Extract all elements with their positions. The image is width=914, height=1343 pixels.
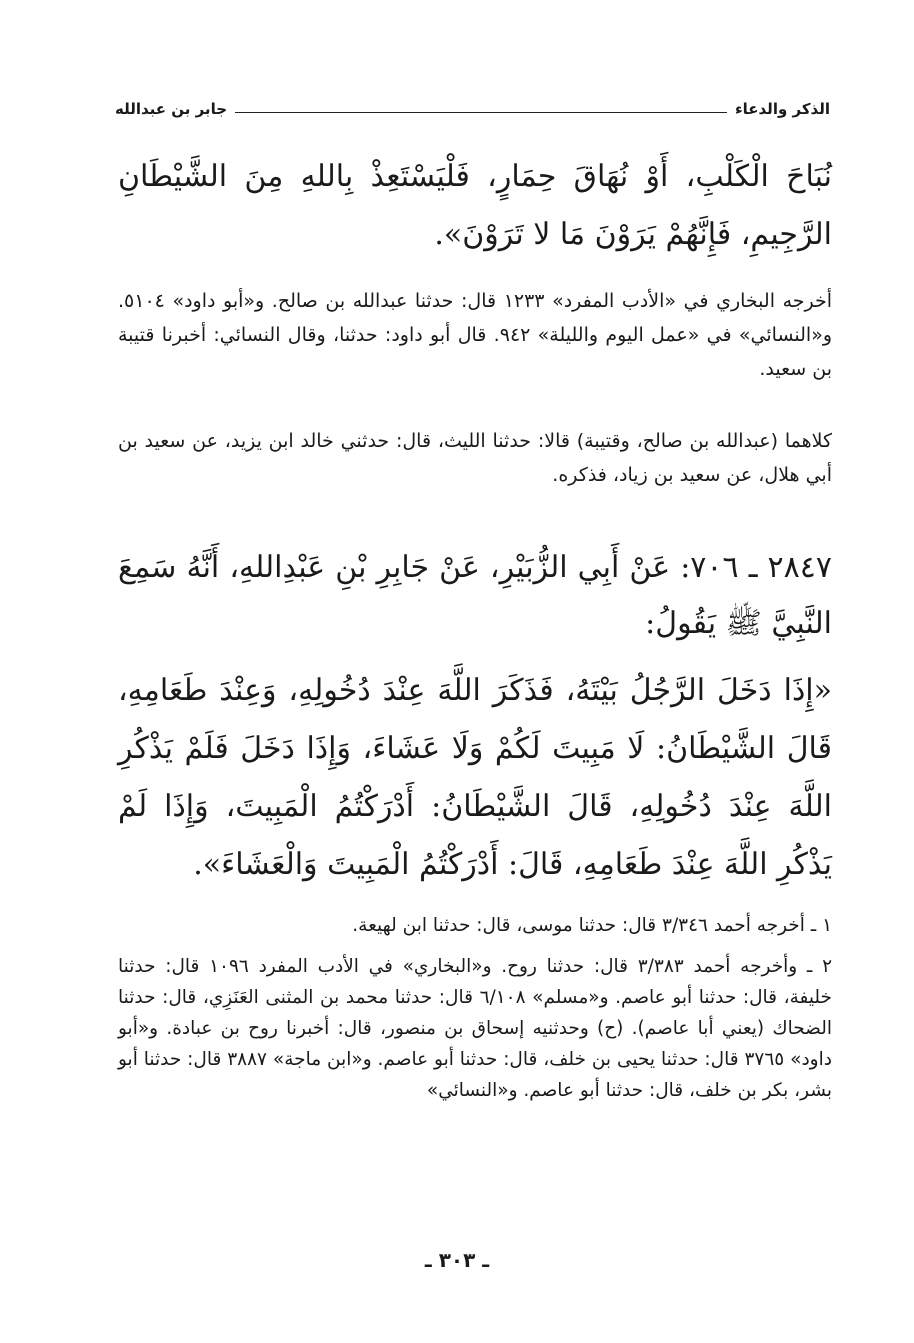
- takhrij-paragraph-2: كلاهما (عبدالله بن صالح، وقتيبة) قالا: حدثنا الليث، قال: حدثني خالد ابن يزيد، عن سعيد بن أبي هلال، عن سعيد بن زياد، فذكره.: [118, 430, 832, 486]
- running-header: [115, 88, 830, 118]
- hadith-number: ٢٨٤٧ ـ ٧٠٦:: [680, 550, 832, 585]
- hadith-continuation: نُبَاحَ الْكَلْبِ، أَوْ نُهَاقَ حِمَارٍ، فَلْيَسْتَعِذْ بِاللهِ مِنَ الشَّيْطَانِ الرَّجِيمِ، فَإِنَّهُمْ يَرَوْنَ مَا لا تَرَوْنَ».: [118, 159, 832, 252]
- hadith-text: «إِذَا دَخَلَ الرَّجُلُ بَيْتَهُ، فَذَكَرَ اللَّهَ عِنْدَ دُخُولِهِ، وَعِنْدَ طَعَامِهِ، قَالَ الشَّيْطَانُ: لَا مَبِيتَ لَكُمْ وَلَا عَشَاءَ، وَإِذَا دَخَلَ فَلَمْ يَذْكُرِ اللَّهَ عِنْدَ دُخُولِهِ، قَالَ الشَّيْطَانُ: أَدْرَكْتُمُ الْمَبِيتَ، وَإِذَا لَمْ يَذْكُرِ اللَّهَ عِنْدَ طَعَامِهِ، قَالَ: أَدْرَكْتُمُ الْمَبِيتَ وَالْعَشَاءَ».: [118, 673, 832, 882]
- page-number: ـ ٣٠٣ ـ: [424, 1248, 490, 1272]
- footnotes: [118, 910, 832, 1116]
- footnote-item: ٢ ـ وأخرجه أحمد ٣/٣٨٣ قال: حدثنا روح. و«البخاري» في الأدب المفرد ١٠٩٦ قال: حدثنا خليفة، قال: حدثنا أبو عاصم. و«مسلم» ٦/١٠٨ قال: حدثنا محمد بن المثنى العَنَزِي، قال: حدثنا الضحاك (يعني أبا عاصم). (ح) وحدثنيه إسحاق بن منصور، قال: أخبرنا روح بن عبادة. و«أبو داود» ٣٧٦٥ قال: حدثنا يحيى بن خلف، قال: حدثنا أبو عاصم. و«ابن ماجة» ٣٨٨٧ قال: حدثنا أبو بشر، بكر بن خلف، قال: حدثنا أبو عاصم. و«النسائي»: [118, 956, 833, 1101]
- header-chapter-title: جابر بن عبدالله: [115, 100, 228, 118]
- hadith-chain: عَنْ أَبِي الزُّبَيْرِ، عَنْ جَابِرِ بْنِ عَبْدِاللهِ، أَنَّهُ سَمِعَ النَّبِيَّ ﷺ يَقُولُ:: [118, 550, 832, 641]
- footnote-item: ١ ـ أخرجه أحمد ٣/٣٤٦ قال: حدثنا موسى، قال: حدثنا ابن لهيعة.: [352, 915, 832, 936]
- header-section-title: الذكر والدعاء: [734, 100, 830, 118]
- header-rule: [235, 112, 727, 113]
- hadith-heading: [118, 540, 832, 652]
- takhrij-paragraph-1: أخرجه البخاري في «الأدب المفرد» ١٢٣٣ قال: حدثنا عبدالله بن صالح. و«أبو داود» ٥١٠٤. و«النسائي» في «عمل اليوم والليلة» ٩٤٢. قال أبو داود: حدثنا، وقال النسائي: أخبرنا قتيبة بن سعيد.: [118, 290, 833, 380]
